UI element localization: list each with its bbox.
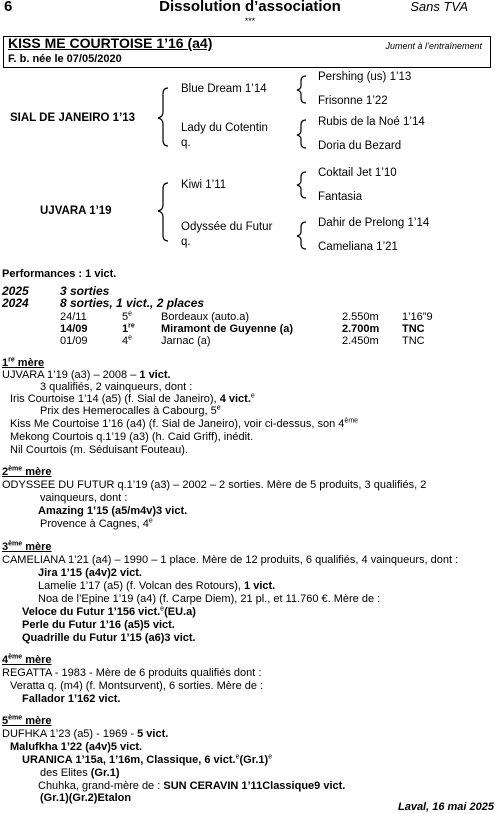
m4-line-c: Fallador 1’162 vict. — [22, 693, 121, 705]
m2-heading: 2ème mère — [2, 465, 52, 478]
m2-line-a: ODYSSEE DU FUTUR q.1’19 (a3) – 2002 – 2 sorties. Mère de 5 produits, 3 qualifiés, 2 — [2, 479, 427, 491]
ped-ddd: Cameliana 1’21 — [318, 241, 398, 253]
bracket-ss — [297, 76, 306, 103]
m2-line-d: Provence à Cagnes, 4e — [40, 517, 153, 530]
bracket-dd — [297, 222, 306, 249]
m5-line-c: URANICA 1’15a, 1’16m, Classique, 6 $vict.^e(Gr.1)^e$ — [22, 753, 273, 766]
m1-line-c: Iris Courtoise 1’14 (a5) (f. Sial de Janeiro), 4 vict.$^e$ — [10, 392, 255, 405]
sire: SIAL DE JANEIRO 1’13 — [10, 112, 136, 124]
m3-line-c: Lamelie 1’17 (a5) (f. Volcan des Rotours), 1 vict. — [38, 580, 276, 592]
m1-line-e: Kiss Me Courtoise 1’16 (a4) (f. Sial de Janeiro), voir ci-dessus, son 4ème — [10, 417, 359, 430]
horse-status: Jument à l’entraînement — [385, 41, 482, 51]
m2-line-b: vainqueurs, dont : — [40, 492, 128, 504]
m1-line-f: Mekong Courtois q.1’19 (a3) (h. Caid Griff), inédit. — [10, 431, 254, 443]
page-title: Dissolution d’association — [159, 0, 341, 15]
title-stars: *** — [244, 16, 256, 26]
year-2024-text: 8 sorties, 1 vict., 2 places — [60, 296, 205, 310]
sire-sire: Blue Dream 1’14 — [181, 83, 267, 95]
m5-heading: 5ème mère — [2, 714, 52, 727]
dam-dam-line2: q. — [181, 236, 191, 248]
ped-dss: Coktail Jet 1’10 — [318, 167, 397, 179]
m3-line-d: Noa de l’Epine 1’19 (a4) (f. Carpe Diem), 21 pl., et 11.760 €. Mère de : — [38, 593, 381, 605]
bracket-ds — [297, 172, 306, 198]
bracket-dam — [158, 183, 168, 241]
ped-dsd: Fantasia — [318, 191, 363, 203]
performances-summary: Performances : 1 vict. — [2, 268, 117, 280]
year-2025-text: 3 sorties — [60, 284, 110, 298]
bracket-sd — [297, 120, 306, 148]
ped-sdd: Doria du Bezard — [318, 140, 402, 152]
dam-sire: Kiwi 1’11 — [181, 179, 227, 191]
pedigree-brackets — [0, 0, 500, 270]
m3-line-g: Quadrille du Futur 1’15 (a6)3 vict. — [22, 632, 196, 644]
ped-sds: Rubis de la Noé 1’14 — [318, 116, 425, 128]
m3-line-b: Jira 1’15 (a4v)2 vict. — [38, 567, 142, 579]
sire-dam-line1: Lady du Cotentin — [181, 122, 268, 134]
m5-line-e: Chuhka, grand-mère de : SUN CERAVIN 1’11Classique9 vict. — [38, 780, 346, 792]
m3-line-a: CAMELIANA 1’21 (a4) – 1990 – 1 place. Mère de 12 produits, 6 qualifiés, 4 vainqueurs, dont : — [2, 554, 459, 566]
ped-ssd: Frisonne 1’22 — [318, 95, 388, 107]
m4-line-a: REGATTA - 1983 - Mère de 6 produits qualifiés dont : — [2, 667, 262, 679]
m5-line-a: DUFHKA 1’23 (a5) - 1969 - 5 vict. — [2, 728, 169, 740]
m1-line-g: Nil Courtois (m. Séduisant Fouteau). — [10, 444, 188, 456]
ped-dds: Dahir de Prelong 1’14 — [318, 217, 430, 229]
page-number: 6 — [4, 0, 13, 15]
dam-dam-line1: Odyssée du Futur — [181, 221, 273, 233]
dam: UJVARA 1’19 — [40, 205, 112, 217]
m2-line-c: Amazing 1’15 (a5/m4v)3 vict. — [38, 505, 188, 517]
m1-heading: 1re mère — [2, 356, 45, 369]
sire-dam-line2: q. — [181, 137, 191, 149]
m3-line-e: Veloce du Futur 1’156 vict.$^e$(EU.a) — [22, 605, 196, 618]
horse-name: KISS ME COURTOISE 1’16 (a4) — [8, 35, 213, 51]
m1-line-d: Prix des Hemerocalles à Cabourg, 5e — [40, 404, 221, 417]
ped-sss: Pershing (us) 1’13 — [318, 71, 412, 83]
footer-place-date: Laval, 16 mai 2025 — [397, 801, 494, 813]
horse-birth: F. b. née le 07/05/2020 — [8, 53, 122, 65]
m5-line-f: (Gr.1)(Gr.2)Etalon — [40, 792, 132, 804]
m4-line-b: Veratta q. (m4) (f. Montsurvent), 6 sorties. Mère de : — [10, 680, 264, 692]
m3-heading: 3ème mère — [2, 540, 52, 553]
m1-line-b: 3 qualifiés, 2 vainqueurs, dont : — [40, 381, 193, 393]
tva-note: Sans TVA — [410, 0, 468, 14]
m4-heading: 4ème mère — [2, 653, 52, 666]
m1-line-a: UJVARA 1’19 (a3) – 2008 – 1 vict. — [2, 369, 171, 381]
m3-line-f: Perle du Futur 1’16 (a5)5 vict. — [22, 619, 175, 631]
year-2024: 2024 — [2, 296, 29, 310]
year-2025: 2025 — [2, 284, 29, 298]
m5-line-d: des Elites (Gr.1) — [40, 767, 120, 779]
bracket-sire — [158, 88, 168, 146]
m5-line-b: Malufkha 1’22 (a4v)5 vict. — [10, 741, 143, 753]
